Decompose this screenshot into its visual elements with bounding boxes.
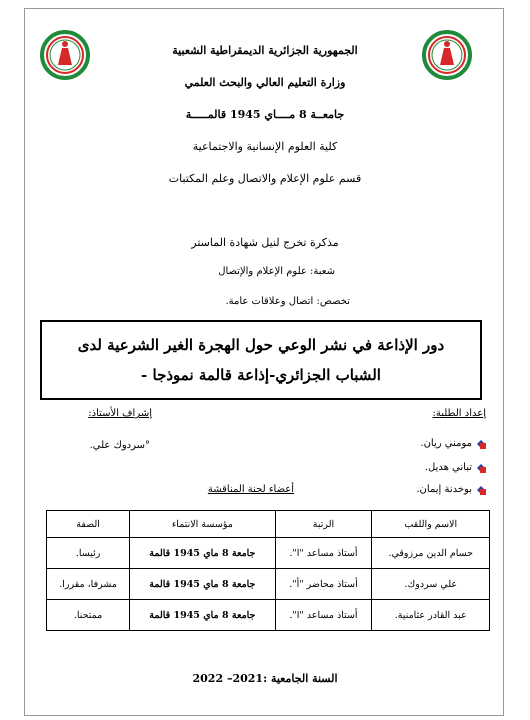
jury-caption: أعضاء لجنة المناقشة [207, 484, 294, 495]
supervisor-label: إشراف الأستاذ: [88, 408, 152, 419]
table-cell: ممتحنا. [47, 600, 130, 631]
department-name: قسم علوم الإعلام والاتصال وعلم المكتبات [168, 172, 362, 185]
table-cell: جامعة 8 ماي 1945 قالمة [130, 569, 275, 600]
bullet-icon [476, 485, 486, 495]
faculty-name: كلية العلوم الإنسانية والاجتماعية [192, 140, 338, 153]
column-header: مؤسسة الانتماء [130, 511, 275, 538]
ministry-name: وزارة التعليم العالي والبحث العلمي [184, 76, 346, 89]
table-cell: رئيسا. [47, 538, 130, 569]
table-cell: حسام الدين مرزوقي. [372, 538, 490, 569]
supervisor-name: °سردوك علي. [89, 440, 150, 451]
thesis-title-line2: الشباب الجزائري-إذاعة قالمة نموذجا - [141, 366, 381, 384]
academic-year: السنة الجامعية :2021– 2022 [192, 672, 338, 685]
student-name: بوخدنة إيمان. [416, 484, 472, 495]
table-row [47, 569, 490, 600]
student-item [416, 484, 486, 495]
table-cell: علي سردوك. [372, 569, 490, 600]
table-cell: جامعة 8 ماي 1945 قالمة [130, 538, 275, 569]
university-name: جامعــة 8 مــــاي 1945 قالمـــــة [185, 108, 345, 121]
memo-branch: شعبة: علوم الإعلام والإتصال [218, 266, 335, 277]
table-row [47, 538, 490, 569]
bullet-icon [476, 439, 486, 449]
memo-title: مذكرة تخرج لنيل شهادة الماستر [191, 236, 339, 249]
student-item [425, 462, 486, 473]
column-header: الرتبة [275, 511, 372, 538]
student-item [420, 438, 486, 449]
table-cell: عبد القادر عثامنية. [372, 600, 490, 631]
thesis-title-line1: دور الإذاعة في نشر الوعي حول الهجرة الغير الشرعية لدى [77, 336, 445, 354]
jury-table [46, 510, 490, 631]
student-name: مومني ريان. [420, 438, 472, 449]
table-cell: أستاذ مساعد "ا". [275, 538, 372, 569]
table-row [47, 600, 490, 631]
memo-specialty: تخصص: اتصال وعلاقات عامة. [225, 296, 350, 307]
republic-name: الجمهورية الجزائرية الديمقراطية الشعبية [172, 44, 358, 57]
column-header: الصفة [47, 511, 130, 538]
table-cell: جامعة 8 ماي 1945 قالمة [130, 600, 275, 631]
students-label: إعداد الطلبة: [432, 408, 486, 419]
bullet-icon [476, 463, 486, 473]
table-cell: أستاذ محاضر "أ". [275, 569, 372, 600]
student-name: تباني هديل. [424, 462, 472, 473]
table-header-row [47, 511, 490, 538]
thesis-title-box [40, 320, 482, 400]
column-header: الاسم واللقب [372, 511, 490, 538]
table-cell: مشرفا، مقررا. [47, 569, 130, 600]
table-cell: أستاذ مساعد "ا". [275, 600, 372, 631]
